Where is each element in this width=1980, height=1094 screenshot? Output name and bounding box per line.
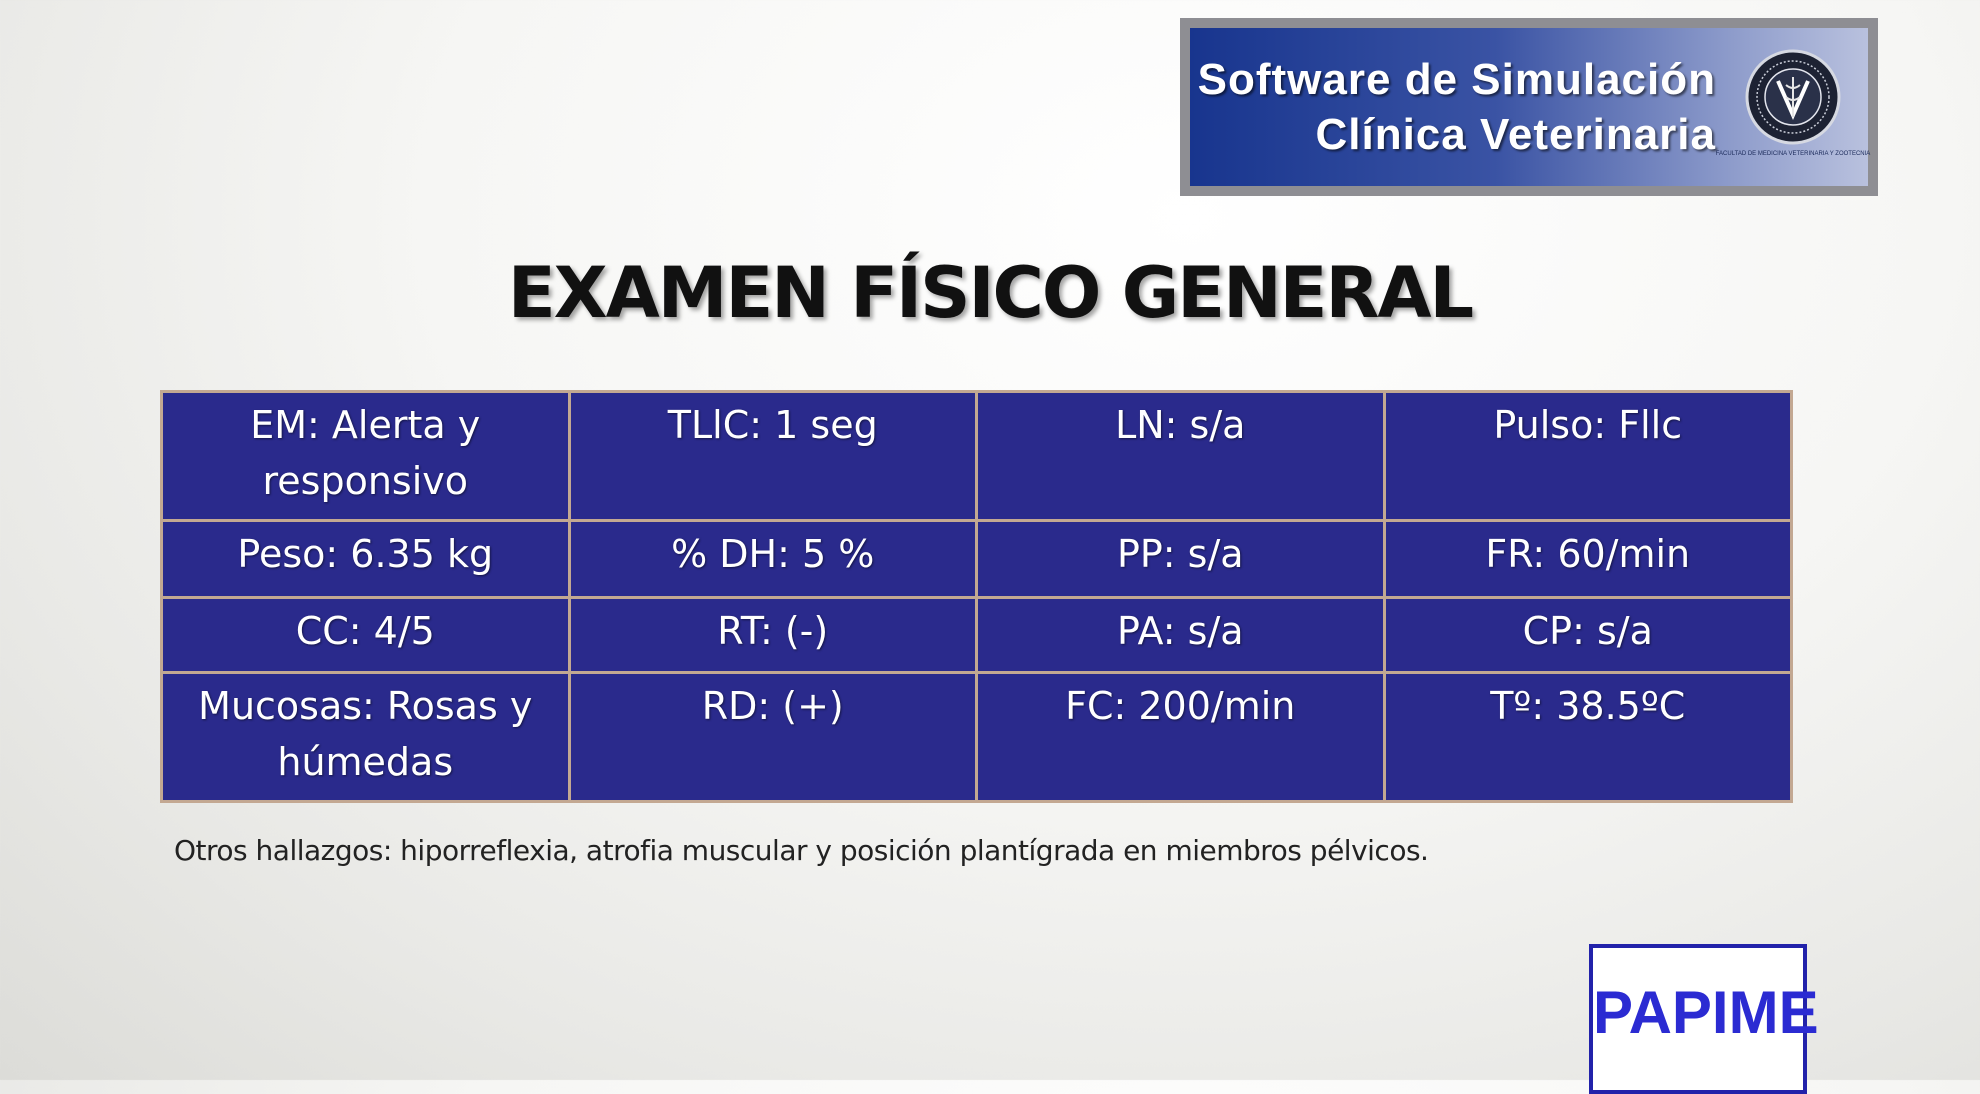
table-cell: CC: 4/5 (162, 598, 570, 673)
banner-title-line-2: Clínica Veterinaria (1315, 110, 1716, 159)
table-row (162, 598, 1792, 673)
university-seal-icon (1715, 47, 1871, 167)
header-banner (1180, 18, 1878, 196)
table-cell: PP: s/a (977, 521, 1385, 598)
table-row (162, 673, 1792, 802)
banner-title (1190, 52, 1738, 162)
table-cell: RD: (+) (569, 673, 977, 802)
table-cell: Mucosas: Rosas y húmedas (162, 673, 570, 802)
exam-table (160, 390, 1793, 803)
table-cell: Peso: 6.35 kg (162, 521, 570, 598)
table-row (162, 392, 1792, 521)
table-cell: EM: Alerta y responsivo (162, 392, 570, 521)
table-row (162, 521, 1792, 598)
other-findings-note: Otros hallazgos: hiporreflexia, atrofia muscular y posición plantígrada en miembros pélvicos. (174, 834, 1429, 867)
table-cell: TLlC: 1 seg (569, 392, 977, 521)
papime-logo: PAPIME (1589, 944, 1807, 1094)
table-cell: CP: s/a (1384, 598, 1792, 673)
table-cell: RT: (-) (569, 598, 977, 673)
banner-title-line-1: Software de Simulación (1197, 55, 1716, 104)
table-cell: FR: 60/min (1384, 521, 1792, 598)
table-cell: FC: 200/min (977, 673, 1385, 802)
seal-caption: FACULTAD DE MEDICINA VETERINARIA Y ZOOTECNIA (1715, 151, 1871, 157)
page-title: EXAMEN FÍSICO GENERAL (507, 252, 1473, 334)
table-cell: % DH: 5 % (569, 521, 977, 598)
table-cell: Tº: 38.5ºC (1384, 673, 1792, 802)
table-cell: PA: s/a (977, 598, 1385, 673)
table-cell: LN: s/a (977, 392, 1385, 521)
table-cell: Pulso: Fllc (1384, 392, 1792, 521)
